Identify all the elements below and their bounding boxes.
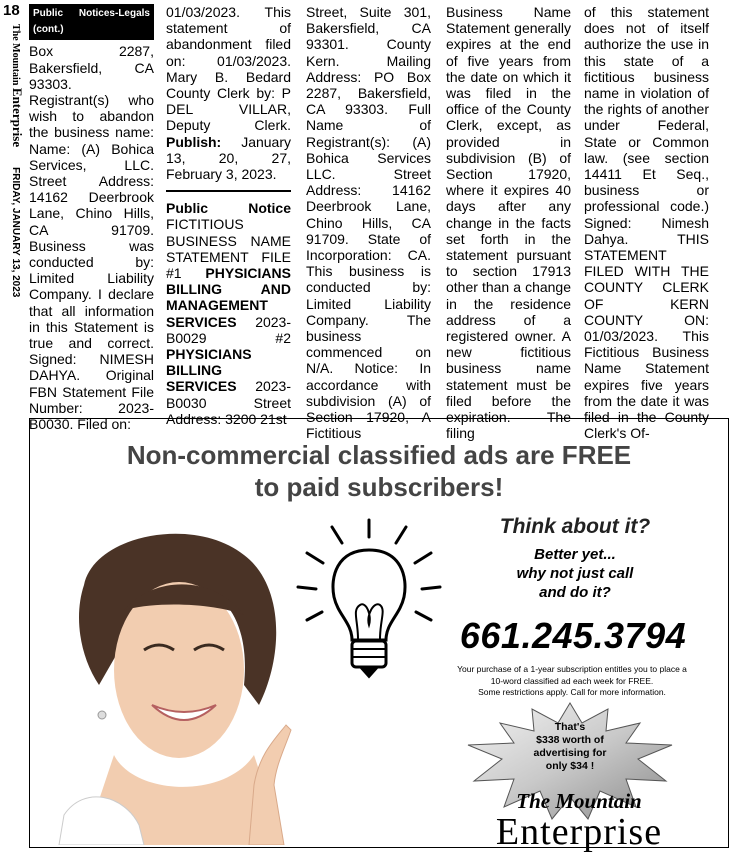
think-about-it-text xyxy=(425,515,725,602)
burst-line: only $34 ! xyxy=(545,760,595,772)
phone-number[interactable]: 661.245.3794 xyxy=(459,615,687,656)
notice-text: Business Name Statement generally expires at the end of five years from the date on which it was filed in the office of the County Clerk, except, as provided in subdivision (B) of Section 17920, where it expires 40 days after any change in the facts set forth in the statement pursuant to section 17913 other than a change in the residence address of a registered owner. A new fictitious business name statement must be filed before the expiration. The filing xyxy=(446,4,571,442)
section-header: Public Notices-Legals (cont.) xyxy=(29,4,154,40)
notice-text: 2023-B0030 Street Address: 3200 21st xyxy=(166,378,291,427)
newspaper-logo xyxy=(454,789,704,854)
page-number: 18 xyxy=(3,2,20,19)
notice-column-4 xyxy=(446,4,571,441)
fine-print-line: Some restrictions apply. Call for more information. xyxy=(478,687,666,697)
notice-column-3 xyxy=(306,4,431,441)
publish-dates: January 13, 20, 27, February 3, 2023. xyxy=(166,133,291,183)
business-name-2: PHYSICIANS BILLING SERVICES xyxy=(166,346,252,395)
logo-line2: Enterprise xyxy=(495,811,663,853)
burst-line: advertising for xyxy=(533,747,607,759)
burst-line: That's xyxy=(554,721,586,733)
legal-notices xyxy=(29,4,729,442)
notice-text: 2023-B0029 #2 xyxy=(166,313,291,346)
burst-line: $338 worth of xyxy=(536,734,604,746)
light-bulb-icon xyxy=(292,515,447,685)
notice-title: Public Notice xyxy=(166,200,291,217)
think-heading: Think about it? xyxy=(499,515,651,538)
notice-text: of this statement does not of itself authorize the use in this state of a fictitious business name in violation of the rights of another under Federal, State or Common law. (see section 14411 Et Seq., business or professional code.) Signed: Nimesh Dahya. THIS STATEMENT FILED WITH THE COUNTY CLERK OF KERN COUNTY ON: 01/03/2023. This Fictitious Business Name Statement expires five years from the date it was filed in the County Clerk's Of- xyxy=(584,4,709,442)
fine-print-line: Your purchase of a 1-year subscription entitles you to place a xyxy=(457,664,687,674)
side-label xyxy=(5,24,25,416)
fine-print-line: 10-word classified ad each week for FREE. xyxy=(490,675,654,686)
notice-column-1 xyxy=(29,4,154,432)
side-publication-name: The Mountain xyxy=(10,24,21,86)
smiling-woman-image xyxy=(44,515,304,845)
classified-ad xyxy=(29,418,729,853)
ad-headline-line1: Non-commercial classified ads are FREE xyxy=(126,440,632,470)
notice-column-5 xyxy=(584,4,709,441)
fine-print xyxy=(422,664,722,699)
notice-text: Street, Suite 301, Bakersfield, CA 93301. County Kern. Mailing Address: PO Box 2287, Bakersfield, CA 93303. Full Name of Registrant(s): (A) Bohica Services LLC. Street Address: 14162 Deerbrook Lane, Chino Hills, CA 91709. State of Incorporation: CA. This business is conducted by: Limited Liability Company. The business commenced on N/A. Notice: In accordance with subdivision (A) of Section 17920, A Fictitious xyxy=(306,4,431,442)
publish-label: Publish: xyxy=(166,133,222,150)
notice-text: FICTITIOUS BUSINESS NAME STATEMENT FILE #1 xyxy=(166,216,291,282)
notice-column-2 xyxy=(166,4,291,427)
logo-line1: The Mountain xyxy=(516,789,642,813)
ad-headline-line2: to paid subscribers! xyxy=(254,472,504,502)
notice-text: 01/03/2023. This statement of abandonment filed on: 01/03/2023. Mary B. Bedard County Clerk by: P DEL VILLAR, Deputy Clerk. xyxy=(166,4,291,134)
divider xyxy=(166,190,291,192)
call-line: why not just call xyxy=(516,565,634,582)
better-yet-line: Better yet... xyxy=(534,546,616,563)
ad-headline xyxy=(30,439,728,503)
side-date: FRIDAY, JANUARY 13, 2023 xyxy=(10,167,21,298)
side-publication-name-2: Enterprise xyxy=(10,87,25,148)
do-it-line: and do it? xyxy=(539,584,611,601)
notice-text: Box 2287, Bakersfield, CA 93303. Registrant(s) who wish to abandon the business name: Name: (A) Bohica Services, LLC. Street Address: 14162 Deerbrook Lane, Chino Hills, CA 91709. Business was conducted by: Limited Liability Company. I declare that all information in this Statement is true and correct. Signed: NIMESH DAHYA. Original FBN Statement File Number: 2023-B0030. Filed on: xyxy=(29,43,154,433)
business-name-1: PHYSICIANS BILLING AND MANAGEMENT SERVICES xyxy=(166,265,291,330)
